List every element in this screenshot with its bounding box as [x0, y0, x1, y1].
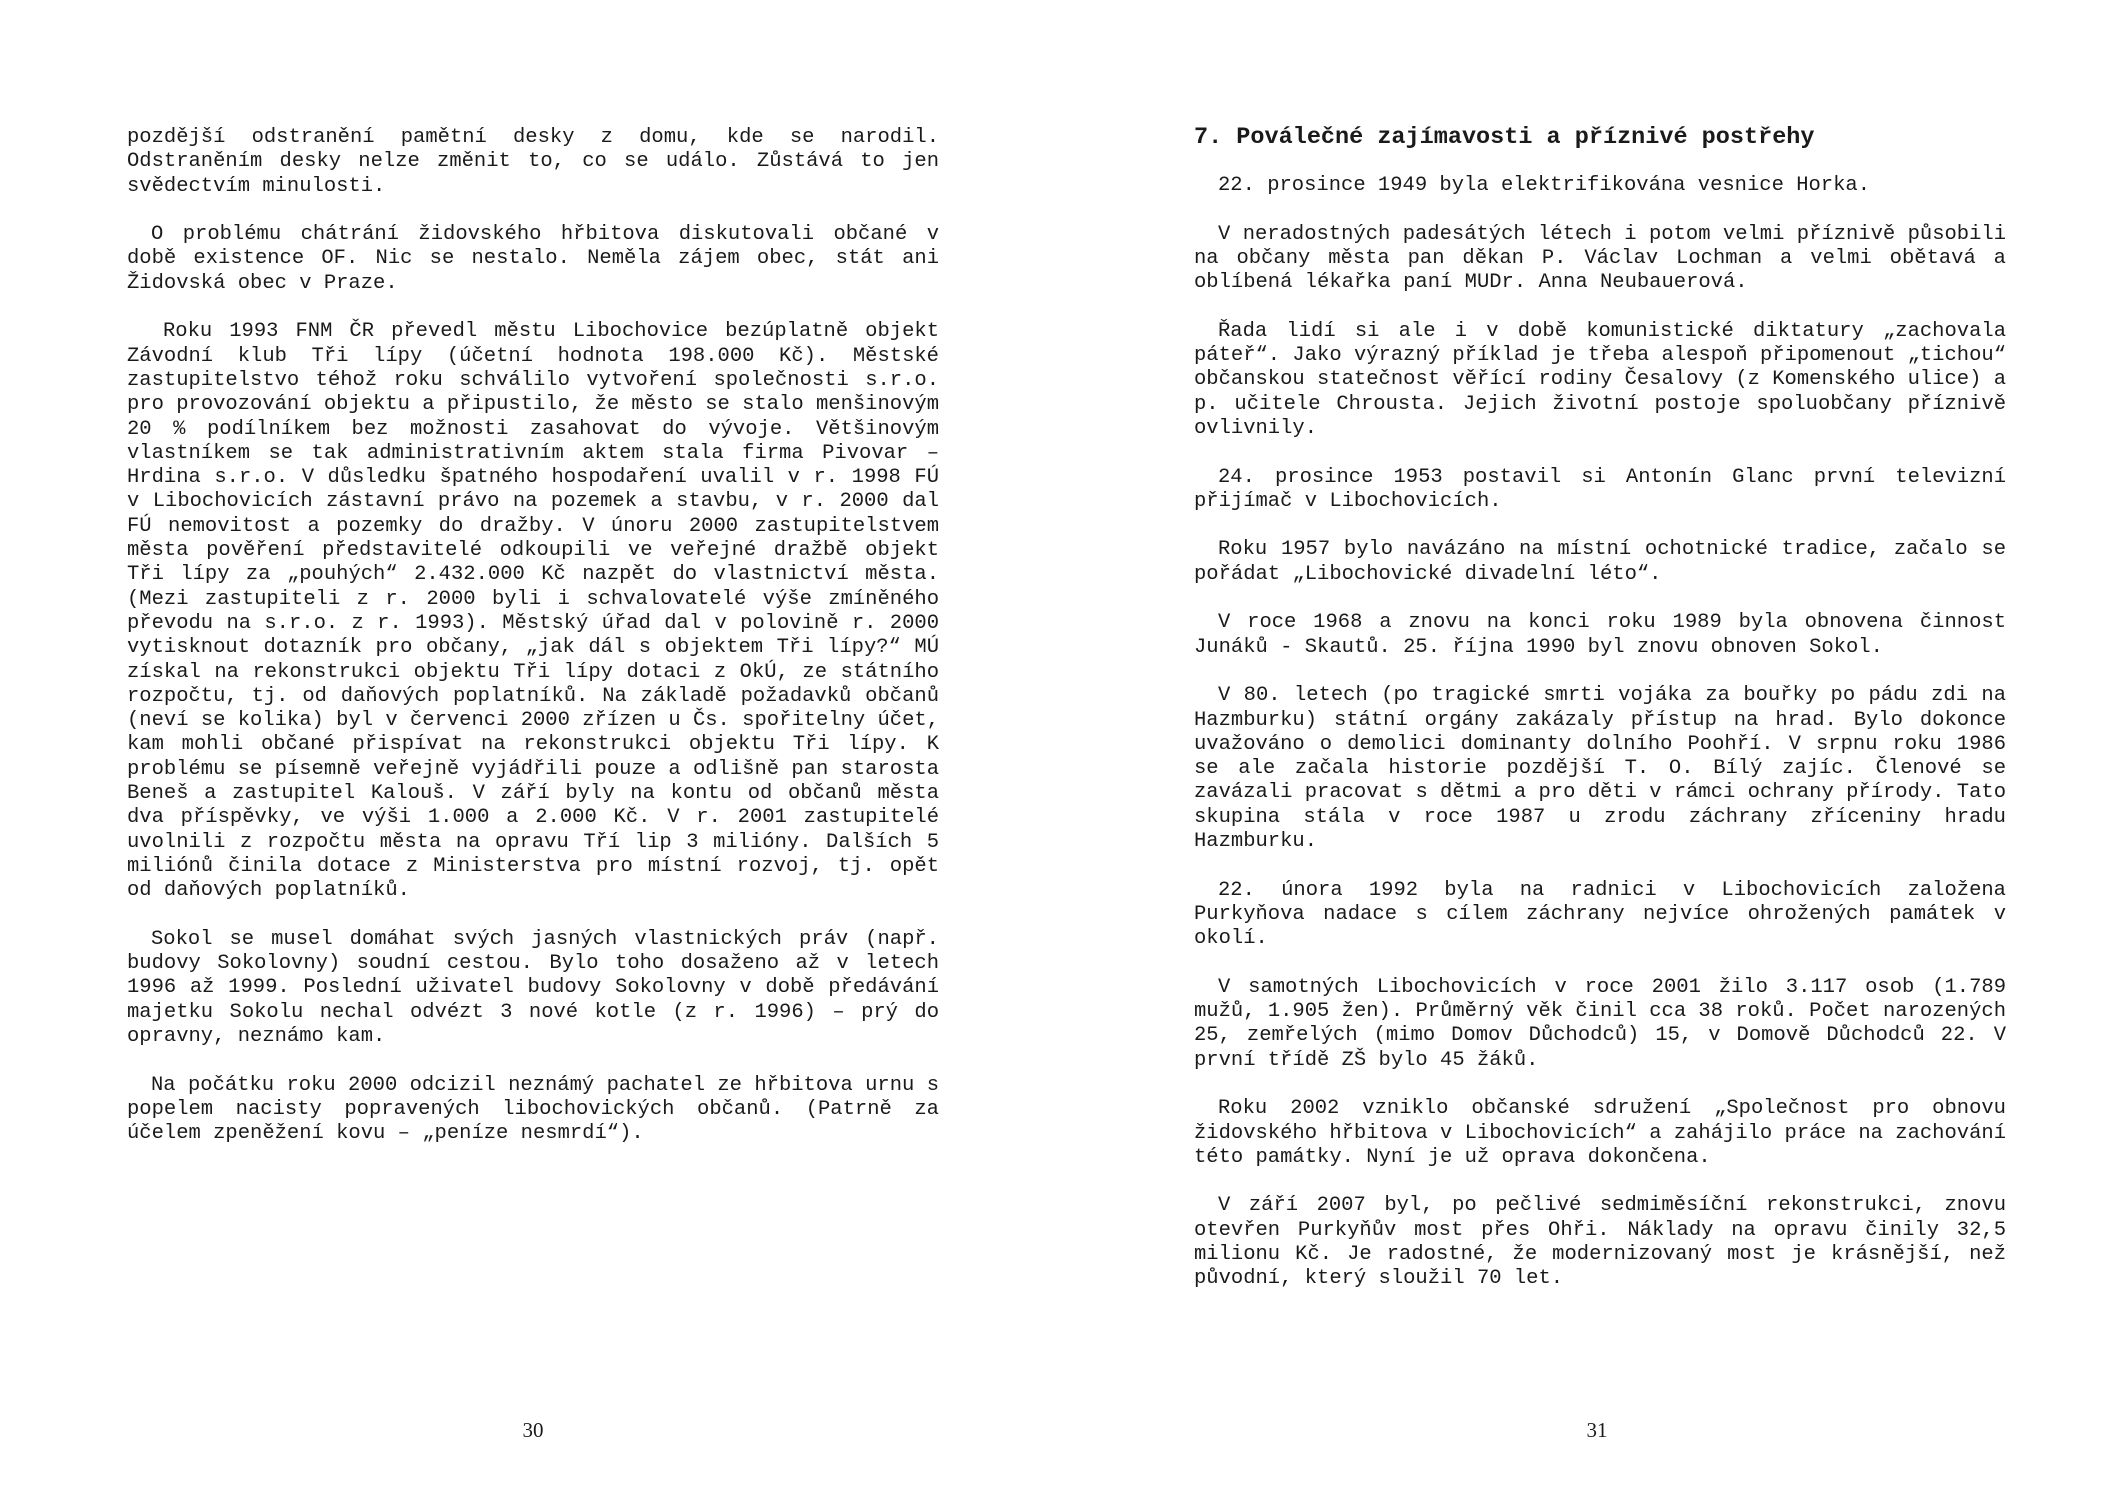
- paragraph-cemetery-society: Roku 2002 vzniklo občanské sdružení „Společnost pro obnovu židovského hřbitova v Libochovicích“ a zahájilo práce na zachování této památky. Nyní je už oprava dokončena.: [1194, 1097, 2006, 1169]
- chapter-heading: 7. Poválečné zajímavosti a příznivé postřehy: [1194, 124, 1815, 151]
- paragraph-population: V samotných Libochovicích v roce 2001 žilo 3.117 osob (1.789 mužů, 1.905 žen). Průměrný věk činil cca 38 roků. Počet narozených 25, zemřelých (mimo Domov Důchodců) 15, v Domově Důchodců 22. V první třídě ZŠ bylo 45 žáků.: [1194, 975, 2006, 1072]
- paragraph-tri-lipy: Roku 1993 FNM ČR převedl městu Libochovice bezúplatně objekt Závodní klub Tři lípy (účetní hodnota 198.000 Kč). Městské zastupitelstvo téhož roku schválilo vytvoření společnosti s.r.o. pro provozování objektu a připustilo, že město se stalo menšinovým 20 % podílníkem bez možnosti zasahovat do vývoje. Většinovým vlastníkem se tak administrativním aktem stala firma Pivovar – Hrdina s.r.o. V důsledku špatného hospodaření uvalil v r. 1998 FÚ v Libochovicích zástavní právo na pozemek a stavbu, v r. 2000 dal FÚ nemovitost a pozemky do dražby. V únoru 2000 zastupitelstvem města pověření představitelé odkoupili ve veřejné dražbě objekt Tři lípy za „pouhých“ 2.432.000 Kč nazpět do vlastnictví města. (Mezi zastupiteli z r. 2000 byli i schvalovatelé výše zmíněného převodu na s.r.o. z r. 1993). Městský úřad dal v polovině r. 2000 vytisknout dotazník pro občany, „jak dál s objektem Tři lípy?“ MÚ získal na rekonstrukci objektu Tři lípy dotaci z OkÚ, ze státního rozpočtu, tj. od daňových poplatníků. Na základě požadavků občanů (neví se kolika) byl v červenci 2000 zřízen u Čs. spořitelny účet, kam mohli občané přispívat na rekonstrukci objektu Tři lípy. K problému se písemně veřejně vyjádřili pouze a odlišně pan starosta Beneš a zastupitel Kalouš. V září byly na kontu od občanů města dva příspěvky, ve výši 1.000 a 2.000 Kč. V r. 2001 zastupitelé uvolnili z rozpočtu města na opravu Tří lip 3 milióny. Dalších 5 miliónů činila dotace z Ministerstva pro místní rozvoj, tj. opět od daňových poplatníků.: [127, 320, 939, 903]
- right-page-text-column: [1194, 124, 2006, 1316]
- paragraph-purkyne-foundation: 22. února 1992 byla na radnici v Libochovicích založena Purkyňova nadace s cílem záchrany nejvíce ohrožených památek v okolí.: [1194, 878, 2006, 951]
- paragraph-stolen-urn: Na počátku roku 2000 odcizil neznámý pachatel ze hřbitova urnu s popelem nacisty popravených libochovických občanů. (Patrně za účelem zpeněžení kovu – „peníze nesmrdí“).: [127, 1073, 939, 1146]
- paragraph-sokol: Sokol se musel domáhat svých jasných vlastnických práv (např. budovy Sokolovny) soudní cestou. Bylo toho dosaženo až v letech 1996 až 1999. Poslední uživatel budovy Sokolovny v době předávání majetku Sokolu nechal odvézt 3 nové kotle (z r. 1996) – prý do opravny, neznámo kam.: [127, 927, 939, 1048]
- left-page-text-column: [127, 126, 939, 1171]
- paragraph-courage: Řada lidí si ale i v době komunistické diktatury „zachovala páteř“. Jako výrazný příklad je třeba alespoň připomenout „tichou“ občanskou statečnost věřící rodiny Česalovy (z Komenského ulice) a p. učitele Chrousta. Jejich životní postoje spoluobčany příznivě ovlivnily.: [1194, 319, 2006, 440]
- paragraph-jewish-cemetery: O problému chátrání židovského hřbitova diskutovali občané v době existence OF. Nic se nestalo. Neměla zájem obec, stát ani Židovská obec v Praze.: [127, 223, 939, 295]
- right-page: [1061, 0, 2122, 1500]
- paragraph-theatre: Roku 1957 bylo navázáno na místní ochotnické tradice, začalo se pořádat „Libochovické divadelní léto“.: [1194, 538, 2006, 586]
- paragraph-hazmburk: V 80. letech (po tragické smrti vojáka za bouřky po pádu zdi na Hazmburku) státní orgány zakázaly přístup na hrad. Bylo dokonce uvažováno o demolici dominanty dolního Poohří. V srpnu roku 1986 se ale začala historie pozdější T. O. Bílý zajíc. Členové se zavázali pracovat s dětmi a pro děti v rámci ochrany přírody. Tato skupina stála v roce 1987 u zrodu záchrany zříceniny hradu Hazmburku.: [1194, 684, 2006, 854]
- paragraph-memorial-plaque: pozdější odstranění pamětní desky z domu, kde se narodil. Odstraněním desky nelze změnit to, co se událo. Zůstává to jen svědectvím minulosti.: [127, 126, 939, 198]
- page-number-left: 30: [522, 1418, 544, 1442]
- paragraph-electrification: 22. prosince 1949 byla elektrifikována vesnice Horka.: [1218, 174, 1871, 197]
- paragraph-lochman: V neradostných padesátých létech i potom velmi příznivě působili na občany města pan děkan P. Václav Lochman a velmi obětavá a oblíbená lékařka paní MUDr. Anna Neubauerová.: [1194, 222, 2006, 295]
- paragraph-scouts: V roce 1968 a znovu na konci roku 1989 byla obnovena činnost Junáků - Skautů. 25. října 1990 byl znovu obnoven Sokol.: [1194, 611, 2006, 659]
- page-number-right: 31: [1586, 1418, 1608, 1442]
- paragraph-television: 24. prosince 1953 postavil si Antonín Glanc první televizní přijímač v Libochovicích.: [1194, 465, 2006, 513]
- paragraph-bridge: V září 2007 byl, po pečlivé sedmiměsíční rekonstrukci, znovu otevřen Purkyňův most přes Ohři. Náklady na opravu činily 32,5 milionu Kč. Je radostné, že modernizovaný most je krásnější, než původní, který sloužil 70 let.: [1194, 1194, 2006, 1291]
